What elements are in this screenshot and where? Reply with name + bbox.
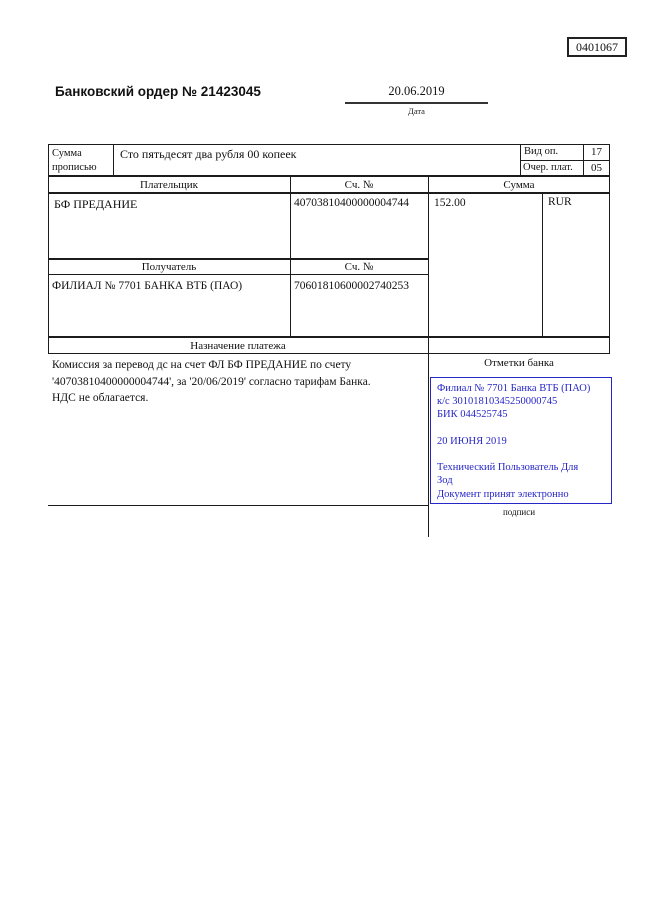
date-value: 20.06.2019 xyxy=(388,84,445,98)
payment-purpose-line: НДС не облагается. xyxy=(52,392,149,404)
operation-type-value: 17 xyxy=(591,146,602,158)
table-border xyxy=(48,175,610,177)
table-border xyxy=(48,258,428,260)
stamp-line: Документ принят электронно xyxy=(437,488,569,500)
date-underline xyxy=(345,102,488,104)
bank-stamp xyxy=(430,377,612,504)
table-border xyxy=(609,144,610,353)
recipient-account-column-header: Сч. № xyxy=(344,261,374,273)
operation-type-label: Вид оп. xyxy=(524,146,559,157)
recipient-column-header: Получатель xyxy=(141,261,197,273)
stamp-line: 20 ИЮНЯ 2019 xyxy=(437,435,507,447)
payer-account-number: 40703810400000004744 xyxy=(294,197,409,209)
stamp-line: Зод xyxy=(437,475,453,487)
table-border xyxy=(48,144,610,145)
stamp-line: Технический Пользователь Для xyxy=(437,462,579,474)
stamp-line: БИК 044525745 xyxy=(437,409,508,421)
table-border xyxy=(48,274,428,275)
table-border xyxy=(290,175,291,337)
table-border xyxy=(48,353,610,354)
payment-purpose-line: '40703810400000004744', за '20/06/2019' согласно тарифам Банка. xyxy=(52,375,371,388)
date-label: Дата xyxy=(408,106,425,116)
amount-value: 152.00 xyxy=(434,197,466,209)
recipient-account-number: 70601810600002740253 xyxy=(294,280,409,292)
stamp-line xyxy=(437,448,606,461)
payer-column-header: Плательщик xyxy=(140,179,198,191)
stamp-line: Филиал № 7701 Банка ВТБ (ПАО) xyxy=(437,383,591,394)
table-border xyxy=(113,144,114,176)
payment-priority-label: Очер. плат. xyxy=(523,162,573,173)
signatures-label: подписи xyxy=(502,507,536,517)
recipient-name: ФИЛИАЛ № 7701 БАНКА ВТБ (ПАО) xyxy=(52,280,243,292)
table-border xyxy=(520,160,610,161)
stamp-line: к/с 30101810345250000745 xyxy=(437,396,558,408)
currency-code: RUR xyxy=(548,196,572,208)
table-border xyxy=(48,505,428,506)
amount-words-label: Сумма прописью xyxy=(52,148,97,173)
table-border xyxy=(428,175,429,537)
form-code-box: 0401067 xyxy=(567,37,627,57)
bank-marks-header: Отметки банка xyxy=(484,357,554,369)
payment-purpose-line: Комиссия за перевод дс на счет ФЛ БФ ПРЕДАНИЕ по счету xyxy=(52,359,352,371)
stamp-line xyxy=(437,422,606,435)
payer-name: БФ ПРЕДАНИЕ xyxy=(54,197,138,211)
table-border xyxy=(48,336,610,338)
amount-words-value: Сто пятьдесят два рубля 00 копеек xyxy=(120,147,297,161)
document-title: Банковский ордер № 21423045 xyxy=(55,84,261,99)
table-border xyxy=(542,192,543,337)
table-border xyxy=(48,192,610,194)
amount-column-header: Сумма xyxy=(503,179,535,191)
payment-purpose-text xyxy=(52,357,424,407)
table-border xyxy=(48,144,49,353)
payment-priority-value: 05 xyxy=(591,162,602,174)
payment-purpose-header: Назначение платежа xyxy=(190,340,286,352)
table-border xyxy=(520,144,521,176)
payer-account-column-header: Сч. № xyxy=(344,179,374,191)
